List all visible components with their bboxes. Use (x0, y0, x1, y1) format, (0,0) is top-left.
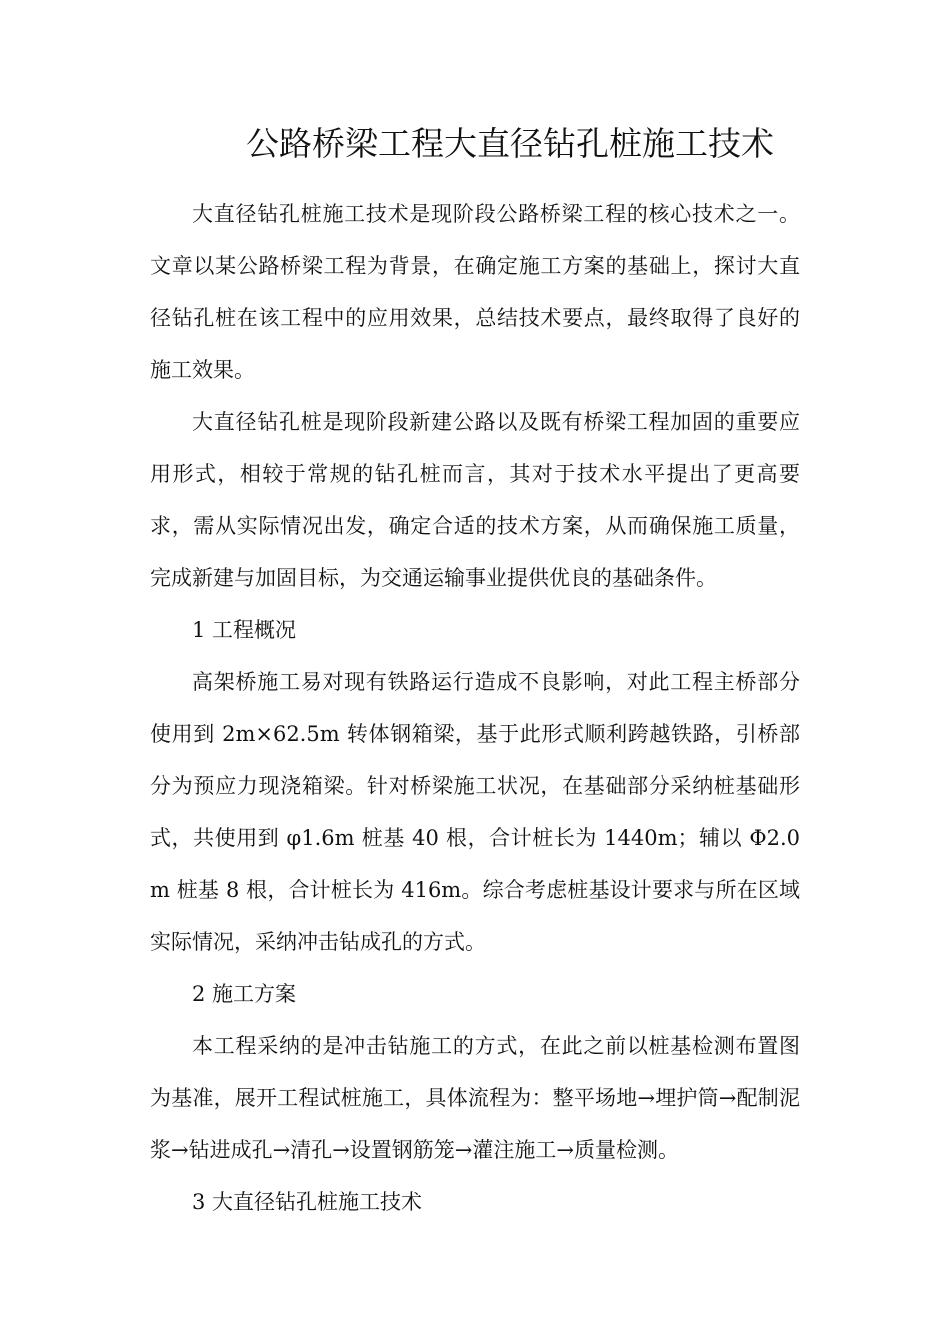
document-body (150, 188, 800, 1228)
section-2-paragraph: 本工程采纳的是冲击钻施工的方式，在此之前以桩基检测布置图为基准，展开工程试桩施工，具体流程为：整平场地→埋护筒→配制泥浆→钻进成孔→清孔→设置钢筋笼→灌注施工→质量检测。 (150, 1034, 800, 1162)
section-heading-1: 1 工程概况 (192, 618, 297, 642)
section-heading-3: 3 大直径钻孔桩施工技术 (192, 1190, 423, 1214)
section-heading-2: 2 施工方案 (192, 982, 297, 1006)
intro-paragraph-2: 大直径钻孔桩是现阶段新建公路以及既有桥梁工程加固的重要应用形式，相较于常规的钻孔桩而言，其对于技术水平提出了更高要求，需从实际情况出发，确定合适的技术方案，从而确保施工质量，完成新建与加固目标，为交通运输事业提供优良的基础条件。 (150, 410, 800, 590)
intro-paragraph-1: 大直径钻孔桩施工技术是现阶段公路桥梁工程的核心技术之一。文章以某公路桥梁工程为背景，在确定施工方案的基础上，探讨大直径钻孔桩在该工程中的应用效果，总结技术要点，最终取得了良好的施工效果。 (150, 202, 800, 382)
document-title: 公路桥梁工程大直径钻孔桩施工技术 (246, 124, 774, 163)
section-1-paragraph: 高架桥施工易对现有铁路运行造成不良影响，对此工程主桥部分使用到 2m×62.5m 转体钢箱梁，基于此形式顺利跨越铁路，引桥部分为预应力现浇箱梁。针对桥梁施工状况，在基础部分采纳桩基础形式，共使用到 φ1.6m 桩基 40 根，合计桩长为 1440m；辅以 Φ2.0m 桩基 8 根，合计桩长为 416m。综合考虑桩基设计要求与所在区域实际情况，采纳冲击钻成孔的方式。 (150, 670, 800, 954)
